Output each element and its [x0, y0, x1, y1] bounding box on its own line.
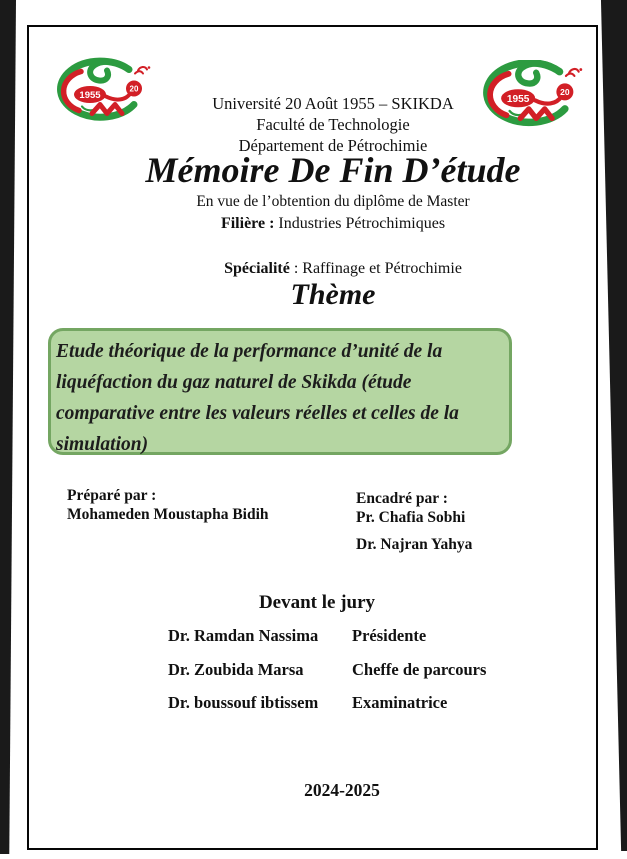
scan-edge-left	[0, 0, 16, 854]
degree-subtitle: En vue de l’obtention du diplôme de Master	[196, 193, 470, 210]
document-title: Mémoire De Fin D’étude	[145, 150, 521, 190]
institution-header	[73, 93, 593, 156]
filiere-label: Filière :	[220, 215, 275, 232]
jury-member-role: Présidente	[352, 626, 427, 645]
filiere-value: Industries Pétrochimiques	[274, 215, 446, 232]
jury-row	[168, 626, 486, 645]
supervisor-name: Dr. Najran Yahya	[356, 536, 473, 553]
logo-year-text: 1955	[506, 93, 530, 105]
jury-member-name: Dr. Zoubida Marsa	[168, 659, 304, 679]
jury-row	[168, 660, 486, 679]
logo-number-text: 20	[560, 87, 570, 98]
jury-member-role: Examinatrice	[352, 693, 448, 712]
academic-year: 2024-2025	[304, 780, 380, 800]
jury-table	[168, 626, 486, 727]
supervised-by-block	[356, 489, 472, 554]
theme-text-line: liquéfaction du gaz naturel de Skikda (étude	[56, 372, 412, 393]
theme-text-line: Etude théorique de la performance d’unité de la	[56, 341, 443, 362]
prepared-by-block	[67, 486, 269, 524]
logo-year-text: 1955	[79, 90, 101, 101]
scan-edge-right	[599, 0, 627, 851]
jury-member-name: Dr. Ramdan Nassima	[168, 626, 319, 645]
specialite-line	[83, 260, 603, 278]
jury-member-role: Cheffe de parcours	[352, 659, 487, 679]
department-name: Département de Pétrochimie	[238, 136, 428, 155]
jury-heading: Devant le jury	[258, 592, 376, 613]
theme-text-line: comparative entre les valeurs réelles et celles de la	[56, 403, 459, 424]
filiere-line	[73, 215, 593, 233]
jury-row	[168, 693, 486, 712]
prepared-by-name: Mohameden Moustapha Bidih	[67, 506, 269, 523]
theme-text-line: simulation)	[56, 434, 149, 455]
jury-member-name: Dr. boussouf ibtissem	[168, 693, 319, 712]
theme-box	[48, 328, 512, 455]
specialite-value: : Raffinage et Pétrochimie	[289, 260, 462, 277]
specialite-label: Spécialité	[224, 260, 290, 277]
university-name: Université 20 Août 1955 – SKIKDA	[212, 94, 454, 113]
faculty-name: Faculté de Technologie	[256, 115, 410, 134]
prepared-by-label: Préparé par :	[67, 487, 157, 504]
supervisor-name: Pr. Chafia Sobhi	[356, 509, 466, 526]
logo-number-text: 20	[129, 84, 139, 94]
theme-heading: Thème	[290, 278, 376, 311]
supervised-by-label: Encadré par :	[356, 490, 448, 507]
